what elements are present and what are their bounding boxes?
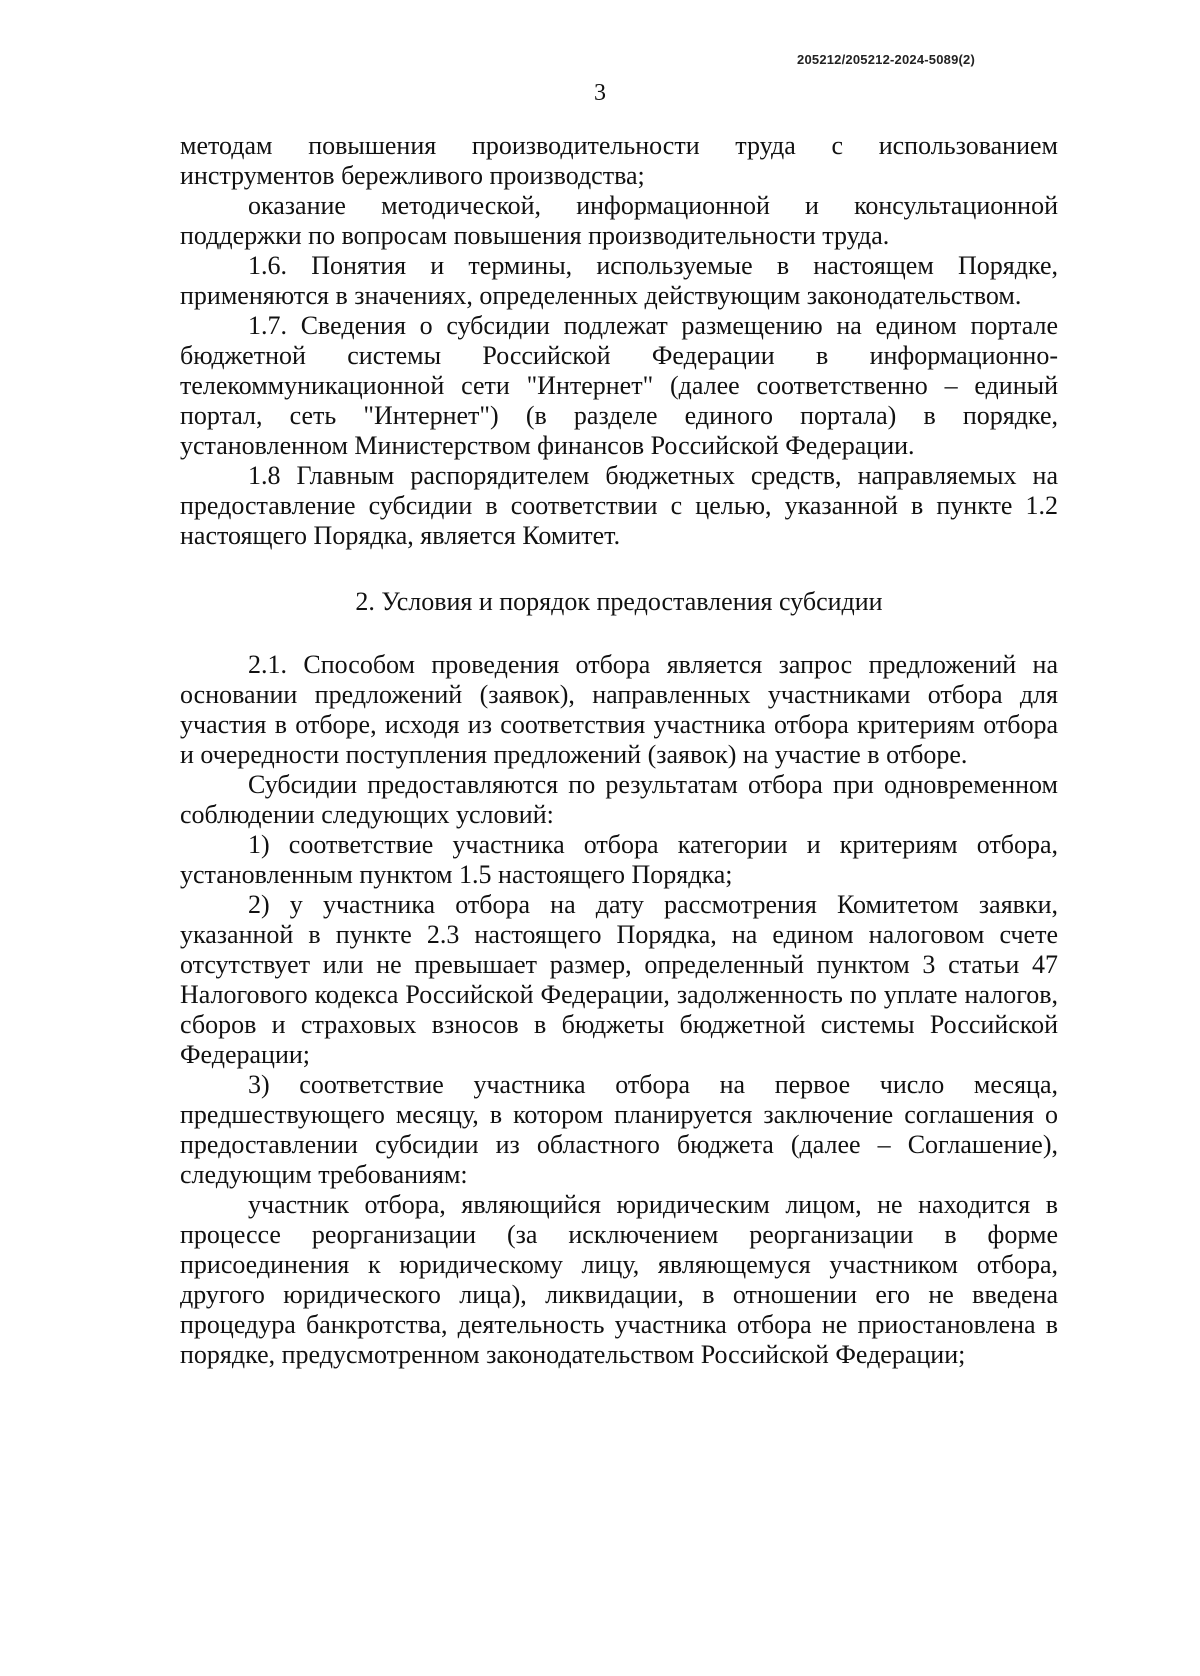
paragraph: 1.6. Понятия и термины, используемые в настоящем Порядке, применяются в значениях, определенных действующим законодательством. [180,251,1058,310]
paragraph: 1) соответствие участника отбора категории и критериям отбора, установленным пунктом 1.5 настоящего Порядка; [180,830,1058,889]
paragraph: методам повышения производительности труда с использованием инструментов бережливого производства; [180,131,1058,190]
section-heading: 2. Условия и порядок предоставления субсидии [355,587,883,616]
paragraph: 2.1. Способом проведения отбора является запрос предложений на основании предложений (заявок), направленных участниками отбора для участия в отборе, исходя из соответствия участника отбора критериям отбора и очередности поступления предложений (заявок) на участие в отборе. [180,650,1058,769]
paragraph: 2) у участника отбора на дату рассмотрения Комитетом заявки, указанной в пункте 2.3 настоящего Порядка, на едином налоговом счете отсутствует или не превышает размер, определенный пунктом 3 статьи 47 Налогового кодекса Российской Федерации, задолженность по уплате налогов, сборов и страховых взносов в бюджеты бюджетной системы Российской Федерации; [180,890,1058,1069]
paragraph: 3) соответствие участника отбора на первое число месяца, предшествующего месяцу, в котором планируется заключение соглашения о предоставлении субсидии из областного бюджета (далее – Соглашение), следующим требованиям: [180,1070,1058,1189]
paragraph: 1.8 Главным распорядителем бюджетных средств, направляемых на предоставление субсидии в соответствии с целью, указанной в пункте 1.2 настоящего Порядка, является Комитет. [180,461,1058,550]
document-id: 205212/205212-2024-5089(2) [797,52,975,67]
paragraph: Субсидии предоставляются по результатам отбора при одновременном соблюдении следующих условий: [180,770,1058,829]
document-body [180,131,1058,1370]
paragraph: 1.7. Сведения о субсидии подлежат размещению на едином портале бюджетной системы Российской Федерации в информационно-телекоммуникационной сети "Интернет" (далее соответственно – единый портал, сеть "Интернет") (в разделе единого портала) в порядке, установленном Министерством финансов Российской Федерации. [180,311,1058,460]
paragraph: участник отбора, являющийся юридическим лицом, не находится в процессе реорганизации (за исключением реорганизации в форме присоединения к юридическому лицу, являющемуся участником отбора, другого юридического лица), ликвидации, в отношении его не введена процедура банкротства, деятельность участника отбора не приостановлена в порядке, предусмотренном законодательством Российской Федерации; [180,1190,1058,1369]
page-number: 3 [594,80,606,106]
paragraph: оказание методической, информационной и консультационной поддержки по вопросам повышения производительности труда. [180,191,1058,250]
